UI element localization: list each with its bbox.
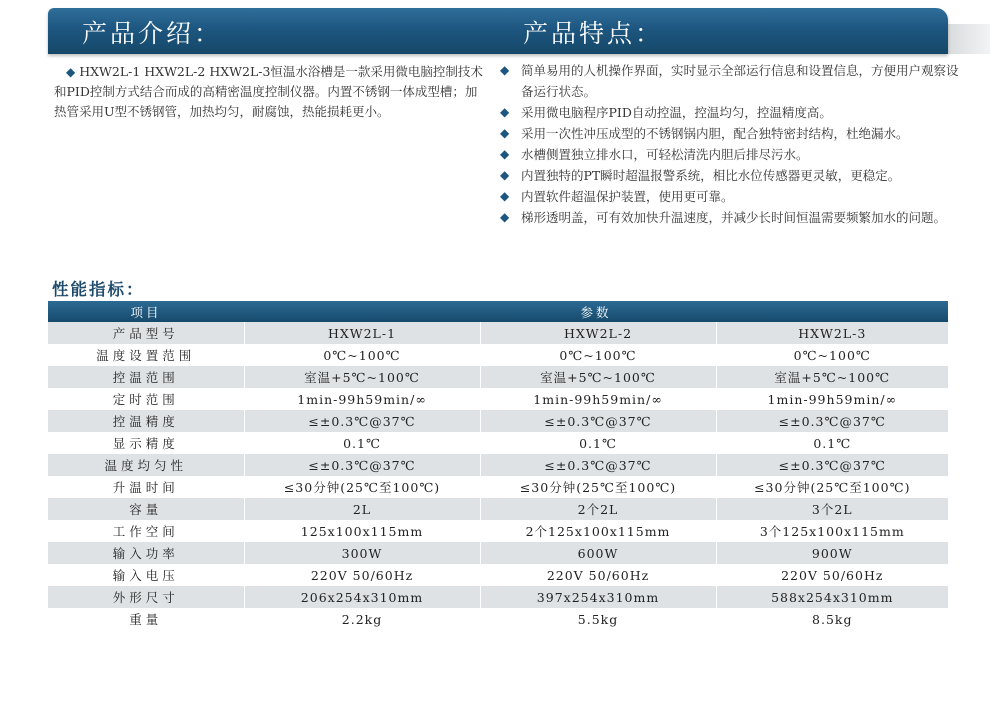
- feature-item: [500, 60, 960, 102]
- intro-paragraph: [54, 62, 484, 122]
- spec-value-cell: ≤±0.3℃@37℃: [716, 454, 948, 476]
- table-row: [48, 410, 948, 432]
- specs-header-row: [48, 301, 948, 322]
- spec-value-cell: 2.2kg: [244, 608, 480, 630]
- spec-name-cell: 输入电压: [112, 568, 179, 583]
- spec-value-cell: 2L: [244, 498, 480, 520]
- intro-text: HXW2L-1 HXW2L-2 HXW2L-3恒温水浴槽是一款采用微电脑控制技术和PID控制方式结合而成的高精密温度控制仪器。内置不锈钢一体成型槽；加热管采用U型不锈钢管，加热均匀，耐腐蚀，热能损耗更小。: [54, 64, 483, 119]
- diamond-bullet-icon: ◆: [500, 147, 510, 161]
- spec-value-cell: HXW2L-2: [480, 322, 716, 344]
- spec-value-cell: ≤30分钟(25℃至100℃): [716, 476, 948, 498]
- feature-text: 水槽侧置独立排水口，可轻松清洗内胆后排尽污水。: [521, 147, 809, 162]
- diamond-bullet-icon: ◆: [500, 168, 510, 182]
- spec-value-cell: 室温+5℃~100℃: [480, 366, 716, 388]
- spec-name-cell: 输入功率: [48, 542, 244, 564]
- table-row: [48, 344, 948, 366]
- specs-table: [48, 301, 948, 630]
- table-row: [48, 476, 948, 498]
- spec-name-cell: 升温时间: [112, 480, 179, 495]
- spec-value-cell: ≤±0.3℃@37℃: [244, 454, 480, 476]
- spec-value-cell: 1min-99h59min/∞: [480, 388, 716, 410]
- table-row: [48, 498, 948, 520]
- spec-name-cell: 温度均匀性: [48, 454, 244, 476]
- spec-value-cell: ≤±0.3℃@37℃: [480, 410, 716, 432]
- spec-value-cell: 588x254x310mm: [716, 586, 948, 608]
- feature-text: 内置软件超温保护装置，使用更可靠。: [521, 189, 734, 204]
- header-params: 参数: [244, 301, 948, 322]
- feature-text: 简单易用的人机操作界面，实时显示全部运行信息和设置信息，方便用户观察设备运行状态。: [521, 63, 959, 99]
- specs-heading: 性能指标：: [52, 280, 145, 299]
- diamond-bullet-icon: ◆: [66, 65, 76, 79]
- diamond-bullet-icon: ◆: [500, 210, 510, 224]
- spec-value-cell: 1min-99h59min/∞: [716, 388, 948, 410]
- spec-value-cell: ≤30分钟(25℃至100℃): [244, 476, 480, 498]
- spec-value-cell: 5.5kg: [480, 608, 716, 630]
- spec-value-cell: 室温+5℃~100℃: [716, 366, 948, 388]
- spec-value-cell: 2个125x100x115mm: [480, 520, 716, 542]
- spec-value-cell: 900W: [716, 542, 948, 564]
- table-row: [48, 542, 948, 564]
- table-row: [48, 520, 948, 542]
- table-row: [48, 608, 948, 630]
- spec-name-cell: 控温范围: [48, 366, 244, 388]
- table-row: [48, 366, 948, 388]
- diamond-bullet-icon: ◆: [500, 105, 510, 119]
- spec-name-cell: 容量: [48, 498, 244, 520]
- spec-value-cell: 0.1℃: [716, 432, 948, 454]
- spec-value-cell: 2个2L: [480, 498, 716, 520]
- spec-value-cell: 397x254x310mm: [480, 586, 716, 608]
- spec-value-cell: ≤±0.3℃@37℃: [244, 410, 480, 432]
- spec-value-cell: 0.1℃: [480, 432, 716, 454]
- spec-value-cell: 0℃~100℃: [244, 344, 480, 366]
- spec-value-cell: 3个125x100x115mm: [716, 520, 948, 542]
- feature-text: 内置独特的PT瞬时超温报警系统，相比水位传感器更灵敏，更稳定。: [521, 168, 901, 183]
- feature-item: [500, 102, 960, 123]
- feature-item: [500, 186, 960, 207]
- spec-value-cell: HXW2L-3: [716, 322, 948, 344]
- spec-value-cell: ≤±0.3℃@37℃: [480, 454, 716, 476]
- table-row: [48, 388, 948, 410]
- spec-value-cell: 300W: [244, 542, 480, 564]
- feature-item: [500, 165, 960, 186]
- table-row: [48, 454, 948, 476]
- spec-value-cell: 室温+5℃~100℃: [244, 366, 480, 388]
- diamond-bullet-icon: ◆: [500, 189, 510, 203]
- spec-value-cell: 220V 50/60Hz: [480, 564, 716, 586]
- spec-name-cell: 显示精度: [112, 436, 179, 451]
- features-list: [500, 60, 960, 228]
- spec-value-cell: HXW2L-1: [244, 322, 480, 344]
- spec-value-cell: 220V 50/60Hz: [244, 564, 480, 586]
- spec-name-cell: 温度设置范围: [96, 348, 196, 363]
- table-row: [48, 564, 948, 586]
- spec-value-cell: 0℃~100℃: [716, 344, 948, 366]
- table-row: [48, 432, 948, 454]
- feature-text: 梯形透明盖，可有效加快升温速度，并减少长时间恒温需要频繁加水的问题。: [521, 210, 947, 225]
- banner-edge-decoration: [948, 24, 990, 54]
- spec-value-cell: 125x100x115mm: [244, 520, 480, 542]
- intro-title: 产品介绍：: [82, 19, 223, 48]
- feature-item: [500, 207, 960, 228]
- spec-value-cell: 1min-99h59min/∞: [244, 388, 480, 410]
- spec-value-cell: ≤30分钟(25℃至100℃): [480, 476, 716, 498]
- table-row: [48, 586, 948, 608]
- feature-item: [500, 123, 960, 144]
- diamond-bullet-icon: ◆: [500, 126, 510, 140]
- spec-name-cell: 产品型号: [48, 322, 244, 344]
- spec-name-cell: 工作空间: [112, 524, 179, 539]
- spec-value-cell: 0℃~100℃: [480, 344, 716, 366]
- table-row: [48, 322, 948, 344]
- spec-value-cell: 220V 50/60Hz: [716, 564, 948, 586]
- spec-name-cell: 定时范围: [112, 392, 179, 407]
- spec-value-cell: 8.5kg: [716, 608, 948, 630]
- spec-value-cell: 206x254x310mm: [244, 586, 480, 608]
- spec-value-cell: 600W: [480, 542, 716, 564]
- spec-value-cell: 0.1℃: [244, 432, 480, 454]
- spec-name-cell: 重量: [129, 612, 163, 627]
- spec-name-cell: 外形尺寸: [48, 586, 244, 608]
- feature-text: 采用一次性冲压成型的不锈钢锅内胆，配合独特密封结构，杜绝漏水。: [521, 126, 909, 141]
- spec-name-cell: 控温精度: [48, 410, 244, 432]
- feature-text: 采用微电脑程序PID自动控温，控温均匀，控温精度高。: [521, 105, 832, 120]
- spec-value-cell: ≤±0.3℃@37℃: [716, 410, 948, 432]
- spec-value-cell: 3个2L: [716, 498, 948, 520]
- diamond-bullet-icon: ◆: [500, 63, 510, 77]
- specs-body: [48, 322, 948, 630]
- features-title: 产品特点：: [523, 19, 664, 48]
- header-item: 项目: [48, 301, 244, 322]
- feature-item: [500, 144, 960, 165]
